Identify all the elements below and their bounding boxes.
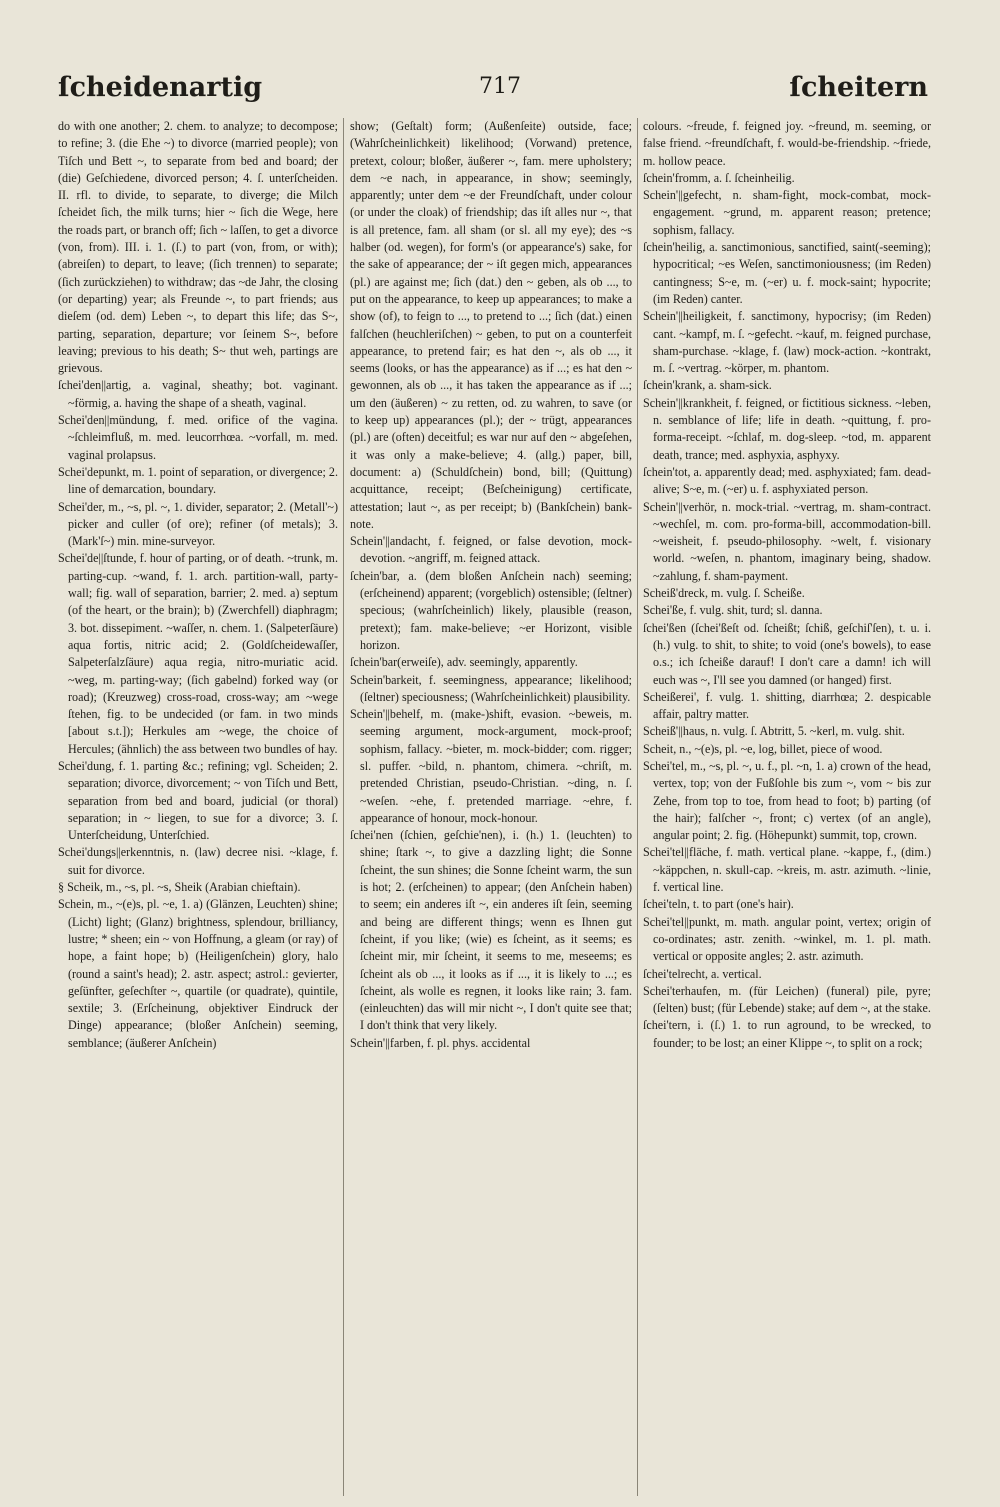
entry: Schein'||verhör, n. mock-trial. ~vertrag, m. sham-contract. ~wechſel, m. com. pro-forma-bill, accommodation-bill. ~weisheit, f. pseudo-philosophy. ~welt, f. visionary world. ~weſen, n. phantom, imaginary being, shadow. ~zahlung, f. sham-payment. [643,499,931,583]
column-2 [350,118,632,1500]
entry: Scheit, n., ~(e)s, pl. ~e, log, billet, piece of wood. [643,741,883,756]
entry: Schein'||farben, f. pl. phys. accidental [350,1035,531,1050]
entry: Schei'tel||fläche, f. math. vertical plane. ~kappe, f., (dim.) ~käppchen, n. skull-cap. ~kreis, m. astr. azimuth. ~linie, f. vertical line. [643,845,931,895]
entry: ſchein'bar(erweiſe), adv. seemingly, apparently. [350,655,578,670]
entry: Schei'tel, m., ~s, pl. ~, u. f., pl. ~n, 1. a) crown of the head, vertex, top; von der Fußſohle bis zum ~, vom ~ bis zur Zehe, from top to toe, from head to foot; b) parting (of the hair); falſcher ~, front; c) vertex (of an angle), angular point; 2. fig. (Höhepunkt) summit, top, crown. [643,758,931,843]
entry: ſchei'nen (ſchien, geſchie'nen), i. (h.) 1. (leuchten) to shine; ſtark ~, to give a dazzling light; die Sonne ſcheint, the sun shines; die Sonne ſcheint warm, the sun is hot; 2. (erſcheinen) to appear; (den Anſchein haben) to seem; ein anderes iſt ~, ein anderes iſt ſein, seeming and being are different things; wenn es Ihnen gut ſcheint, if you like; (wie) es ſcheint, as it seems; es ſcheint mir, mir ſcheint, it seems to me, meseems; es ſcheint als ob ..., it looks as if ..., it is likely to ...; es ſcheint, als wolle es regnen, it looks like rain; 3. fam. (einleuchten) das will mir nicht ~, I don't quite see that; I don't think that very likely. [350,828,632,1033]
column-3 [643,118,931,1500]
entry: do with one another; 2. chem. to analyze; to decompose; to refine; 3. (die Ehe ~) to divorce (married people); von Tiſch und Bett ~, to separate from bed and board; der (die) Geſchiedene, divorced person; 4. ſ. unterſcheiden. II. rfl. to divide, to separate, to diverge; die Milch ſcheidet ſich, the milk turns; hier ~ ſich die Wege, here the roads part, or branch off; ſich ~ laſſen, to get a divorce (von, from). III. i. 1. (ſ.) to part (von, from, or with); (abreiſen) to depart, to leave; (ſich trennen) to separate; (ſich zurückziehen) to withdraw; das ~de Jahr, the closing (or departing) year; als Freunde ~, to part friends; aus dieſem (od. dem) Leben ~, to depart this life; das S~, parting, separation, departure; vor ſeinem S~, before leaving; previous to his death; S~ thut weh, partings are grievous. [58,119,338,376]
header-left-catchword: ſcheidenartig [58,72,263,103]
entry: Schein'||andacht, f. feigned, or false devotion, mock-devotion. ~angriff, m. feigned attack. [350,534,632,566]
entry: Schei'tel||punkt, m. math. angular point, vertex; origin of co-ordinates; astr. zenith. ~winkel, m. 1. pl. math. vertical or opposite angles; 2. astr. azimuth. [643,914,931,964]
entry: Schei'de||ſtunde, f. hour of parting, or of death. ~trunk, m. parting-cup. ~wand, f. 1. arch. partition-wall, party-wall; fig. wall of separation, barrier; 2. med. a) septum (of the heart, or the brain); b) (Zwerchfell) diaphragm; 3. bot. dissepiment. ~waſſer, n. chem. 1. (Salpeterſäure) aqua fortis, nitric acid; 2. (Goldſcheidewaſſer, Salpeterſalzſäure) aqua regia, nitro-muriatic acid. ~weg, m. parting-way; (ſich gabelnd) forked way (or road); (Kreuzweg) cross-road, cross-way; am ~wege ſtehen, fig. to be undecided (or fam. in two minds [about s.t.]); Herkules am ~wege, the choice of Hercules; (ähnlich) the ass between two bundles of hay. [58,551,338,756]
entry: Scheißerei', f. vulg. 1. shitting, diarrhœa; 2. despicable affair, paltry matter. [643,689,931,722]
column-1 [58,118,338,1500]
entry: Schei'depunkt, m. 1. point of separation, or divergence; 2. line of demarcation, boundary. [58,464,338,497]
entry: ſchei'den||artig, a. vaginal, sheathy; bot. vaginant. ~förmig, a. having the shape of a sheath, vaginal. [58,378,338,410]
entry: Schein'||heiligkeit, f. sanctimony, hypocrisy; (im Reden) cant. ~kampf, m. ſ. ~gefecht. ~kauf, m. feigned purchase, sham-purchase. ~klage, f. (law) mock-action. ~kontrakt, m. ſ. ~vertrag. ~körper, m. phantom. [643,309,931,376]
entry: ſchei'telrecht, a. vertical. [643,966,762,981]
entry: Schein'||gefecht, n. sham-fight, mock-combat, mock-engagement. ~grund, m. apparent reason; pretence; sophism, fallacy. [643,188,931,237]
entry: ſchei'teln, t. to part (one's hair). [643,897,794,912]
entry: Scheiß'dreck, m. vulg. ſ. Scheiße. [643,586,805,601]
entry: ſchei'tern, i. (ſ.) 1. to run aground, to be wrecked, to founder; to be lost; an einer Klippe ~, to split on a rock; [643,1018,931,1050]
entry: Schei'terhaufen, m. (für Leichen) (funeral) pile, pyre; (ſelten) bust; (für Lebende) stake; auf dem ~, at the stake. [643,983,931,1016]
entry: § Scheik, m., ~s, pl. ~s, Sheik (Arabian chieftain). [58,880,301,895]
entry: Schei'der, m., ~s, pl. ~, 1. divider, separator; 2. (Metall'~) picker and culler (of ore); refiner (of metals); 3. (Mark'ſ~) min. mine-surveyor. [58,499,338,549]
entry: ſchein'fromm, a. ſ. ſcheinheilig. [643,170,795,185]
entry: Schein'||behelf, m. (make-)shift, evasion. ~beweis, m. seeming argument, mock-argument, mock-proof; sophism, fallacy. ~bieter, m. mock-bidder; com. rigger; sl. puffer. ~bild, n. phantom, chimera. ~chriſt, m. pretended Christian, pseudo-Christian. ~ding, n. ſ. ~weſen. ~ehe, f. pretended marriage. ~ehre, f. appearance of honour, mock-honour. [350,707,632,825]
entry: Schein'||krankheit, f. feigned, or fictitious sickness. ~leben, n. semblance of life; life in death. ~quittung, f. pro-forma-receipt. ~ſchlaf, m. dog-sleep. ~tod, m. apparent death, trance; med. asphyxia, asphyxy. [643,395,931,462]
entry: Schei'dungs||erkenntnis, n. (law) decree nisi. ~klage, f. suit for divorce. [58,845,338,877]
entry: ſchein'heilig, a. sanctimonious, sanctified, saint(-seeming); hypocritical; ~es Weſen, sanctimoniousness; (im Reden) cantingness; S~e, m. (~er) u. f. mock-saint; hypocrite; (im Reden) canter. [643,240,931,306]
page-header [0,72,1000,106]
header-right-catchword: ſcheitern [789,72,928,103]
entry: Schei'dung, f. 1. parting &c.; refining; vgl. Scheiden; 2. separation; divorce, divorcement; ~ von Tiſch und Bett, separation from bed and board, judicial (or thoral) separation; in ~ liegen, to sue for a divorce; 3. ſ. Unterſcheidung, Unterſchied. [58,758,338,843]
entry: colours. ~freude, f. feigned joy. ~freund, m. seeming, or false friend. ~freundſchaft, f. would-be-friendship. ~friede, m. hollow peace. [643,119,931,168]
entry: show; (Geſtalt) form; (Außenſeite) outside, face; (Wahrſcheinlichkeit) likelihood; (Vorwand) pretence, pretext, colour; bloßer, äußerer ~, fam. mere upholstery; dem ~e nach, in appearance, in show; seemingly, apparently; unter dem ~e der Freundſchaft, under colour (or under the cloak) of friendship; das iſt alles nur ~, that is all pretence, fam. all sham (or sl. all my eye); des ~s halber (od. wegen), for form's (or appearance's) sake, for the sake of appearance; der ~ iſt gegen mich, appearances (pl.) are against me; ſich (dat.) den ~ geben, als ob ..., to put on the appearance, to keep up appearances; to make a show (of), to feign to ..., to pretend to ...; ſich (dat.) einen falſchen (heuchleriſchen) ~ geben, to put on a counterfeit appearance, to pretend fair; es hat den ~, als ob ..., it seems (looks, or has the appearance) as if ...; es hat den ~ gewonnen, als ob ..., it has taken the appearance as if ...; um den (äußeren) ~ zu retten, od. zu wahren, to save (or to keep up) appearances (pl.); der ~ trügt, appearances (pl.) are (often) deceitful; es war nur auf den ~ abgeſehen, it was only a make-believe; 4. (allg.) paper, bill, document: a) (Schuldſchein) bond, bill; (Quittung) acquittance, receipt; (Beſcheinigung) certificate, attestation; laut ~, as per receipt; b) (Bankſchein) bank-note. [350,119,632,531]
entry: ſchei'ßen (ſchei'ßeſt od. ſcheißt; ſchiß, geſchiſ'ſen), t. u. i. (h.) vulg. to shit, to shite; to void (one's bowels), to ease o.s.; ich ſcheiße darauf! I don't care a damn! ich will euch was ~, I'll see you damned (or hanged) first. [643,620,931,687]
entry: Schei'ße, f. vulg. shit, turd; sl. danna. [643,603,823,618]
entry: ſchein'bar, a. (dem bloßen Anſchein nach) seeming; (erſcheinend) apparent; (vorgeblich) ostensible; (ſeltner) specious; (wahrſcheinlich) likely, plausible (reason, pretext); fam. make-believe; ~er Horizont, visible horizon. [350,568,632,652]
entry: Schein'barkeit, f. seemingness, appearance; likelihood; (ſeltner) speciousness; (Wahrſcheinlichkeit) plausibility. [350,672,632,704]
column-divider [637,118,638,1496]
entry: Schein, m., ~(e)s, pl. ~e, 1. a) (Glänzen, Leuchten) shine; (Licht) light; (Glanz) brightness, splendour, brilliancy, lustre; * sheen; ein ~ von Hoffnung, a gleam (or ray) of hope, a faint hope; b) (Heiligenſchein) glory, halo (round a saint's head); 2. astr. aspect; astrol.: gevierter, geſünfter, geſechſter ~, quartile (or quadrate), quintile, sextile; 3. (Erſcheinung, objektiver Eindruck der Dinge) appearance; (bloßer Anſchein) seeming, semblance; (äußerer Anſchein) [58,897,338,1050]
entry: Schei'den||mündung, f. med. orifice of the vagina. ~ſchleimfluß, m. med. leucorrhœa. ~vorfall, m. med. vaginal prolapsus. [58,413,338,462]
page-number: 717 [479,74,521,99]
column-divider [343,118,344,1496]
entry: Scheiß'||haus, n. vulg. ſ. Abtritt, 5. ~kerl, m. vulg. shit. [643,724,905,739]
entry: ſchein'krank, a. sham-sick. [643,378,772,393]
entry: ſchein'tot, a. apparently dead; med. asphyxiated; fam. dead-alive; S~e, m. (~er) u. f. asphyxiated person. [643,464,931,497]
